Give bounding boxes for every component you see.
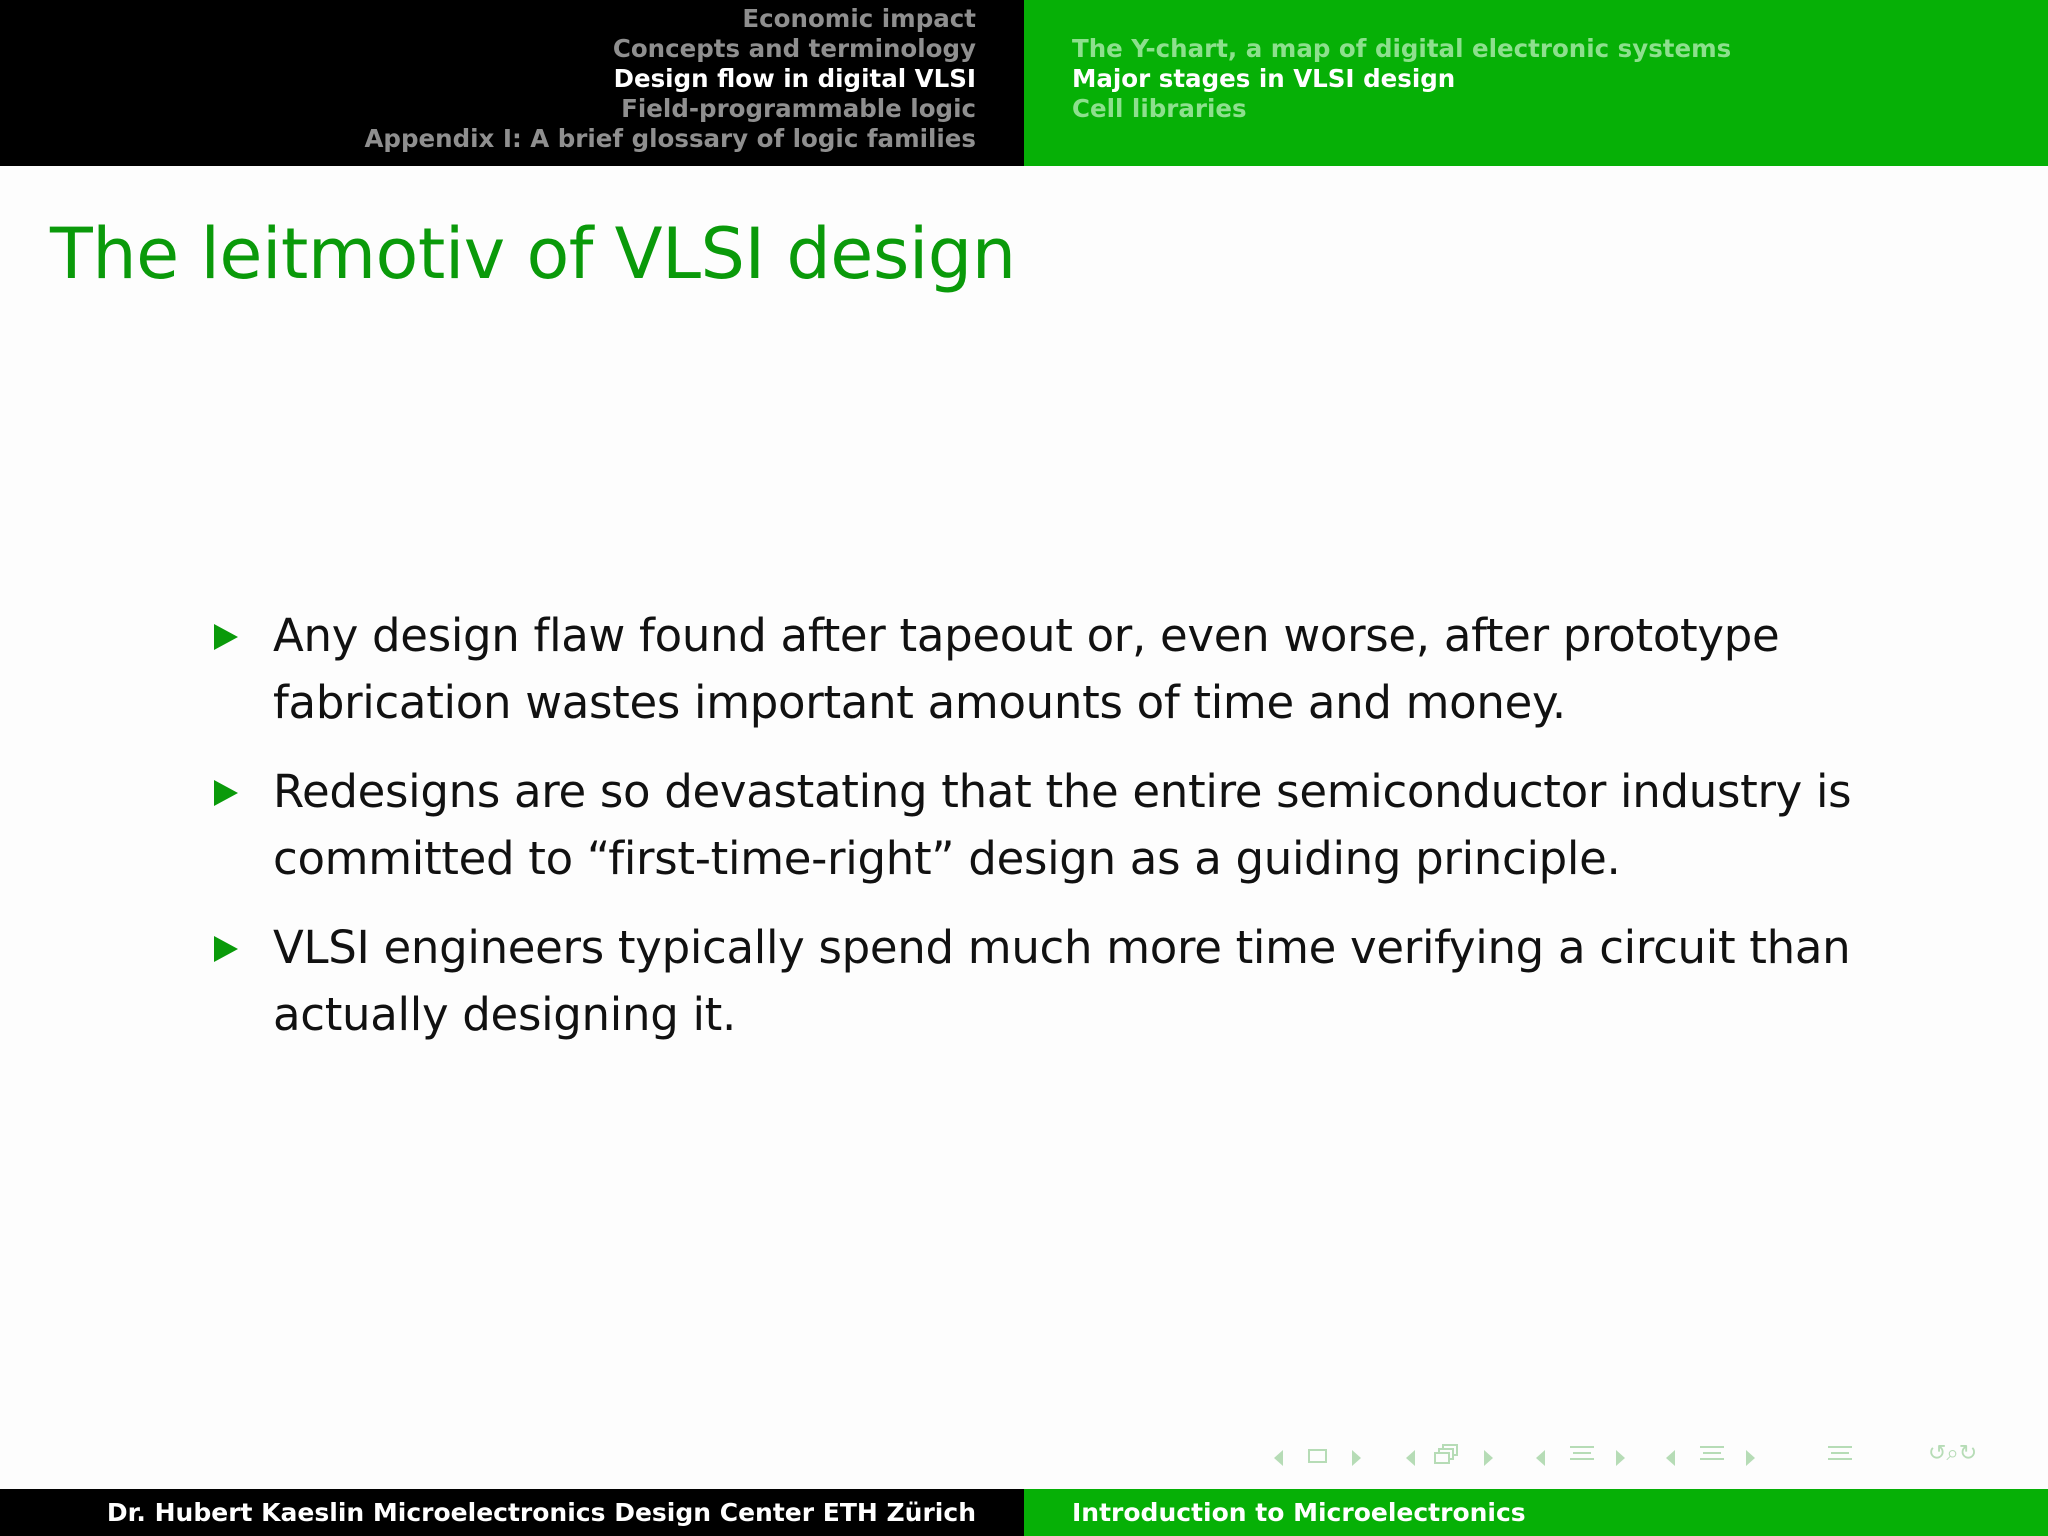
nav-subsection-cell-libraries[interactable]: Cell libraries: [1072, 94, 1247, 123]
nav-section-economic-impact[interactable]: Economic impact: [742, 4, 976, 33]
slide-title: The leitmotiv of VLSI design: [50, 213, 1016, 295]
footer-author-panel: [0, 1489, 1024, 1536]
previous-subsection-icon[interactable]: [1406, 1450, 1415, 1466]
triangle-bullet-icon: [214, 624, 238, 650]
list-item: [210, 914, 1890, 1048]
next-section-icon[interactable]: [1616, 1450, 1625, 1466]
next-document-section-icon[interactable]: [1746, 1450, 1755, 1466]
list-item: [210, 602, 1890, 736]
header-bar: [0, 0, 2048, 166]
previous-frame-icon[interactable]: [1274, 1450, 1283, 1466]
next-subsection-icon[interactable]: [1484, 1450, 1493, 1466]
list-item: [210, 758, 1890, 892]
footer-course-panel: [1024, 1489, 2048, 1536]
triangle-bullet-icon: [214, 936, 238, 962]
nav-section-design-flow[interactable]: Design flow in digital VLSI: [613, 64, 976, 93]
footer-bar: [0, 1489, 2048, 1536]
section-icon[interactable]: [1570, 1446, 1594, 1464]
appendix-icon[interactable]: [1828, 1446, 1852, 1464]
previous-section-icon[interactable]: [1536, 1450, 1545, 1466]
search-icon[interactable]: ↺⌕↻: [1928, 1441, 1978, 1466]
bullet-list: [210, 602, 1890, 1070]
nav-section-appendix-glossary[interactable]: Appendix I: A brief glossary of logic families: [364, 124, 976, 153]
footer-author: Dr. Hubert Kaeslin Microelectronics Design Center ETH Zürich: [106, 1498, 976, 1527]
section-navigation: [0, 0, 1024, 166]
subsection-navigation: [1024, 0, 2048, 166]
triangle-bullet-icon: [214, 780, 238, 806]
footer-course-title: Introduction to Microelectronics: [1072, 1498, 1526, 1527]
beamer-navigation-symbols: [1268, 1441, 2028, 1472]
bullet-text: VLSI engineers typically spend much more time verifying a circuit than actually designing it.: [273, 921, 1851, 1041]
nav-subsection-y-chart[interactable]: The Y-chart, a map of digital electronic systems: [1072, 34, 1732, 63]
next-frame-icon[interactable]: [1352, 1450, 1361, 1466]
bullet-text: Redesigns are so devastating that the entire semiconductor industry is committed to “first-time-right” design as a guiding principle.: [273, 765, 1852, 885]
nav-subsection-major-stages[interactable]: Major stages in VLSI design: [1072, 64, 1456, 93]
document-sections-icon[interactable]: [1700, 1446, 1724, 1464]
nav-section-concepts-terminology[interactable]: Concepts and terminology: [612, 34, 976, 63]
frame-icon[interactable]: [1308, 1449, 1327, 1463]
nav-section-field-programmable-logic[interactable]: Field-programmable logic: [621, 94, 976, 123]
previous-document-section-icon[interactable]: [1666, 1450, 1675, 1466]
bullet-text: Any design flaw found after tapeout or, even worse, after prototype fabrication wastes important amounts of time and money.: [273, 609, 1780, 729]
